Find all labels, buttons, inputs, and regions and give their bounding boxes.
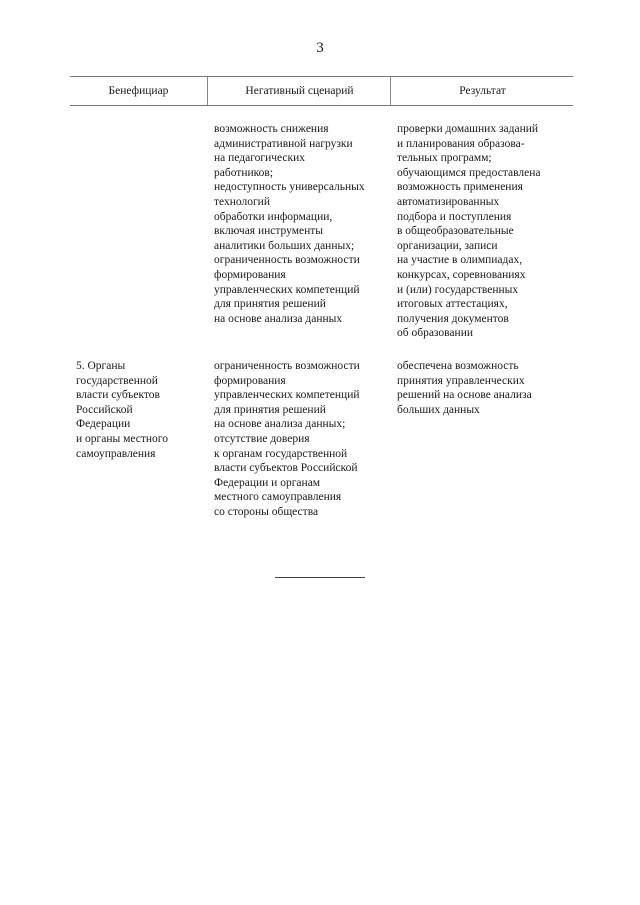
text-line: в общеобразовательные [397,225,514,238]
text-line: подбора и поступления [397,210,512,223]
text-line: и (или) государственных [397,283,519,296]
text-line: больших данных [397,403,480,416]
text-line: об образовании [397,327,474,340]
text-line: обеспечена возможность [397,360,519,372]
text-line: управленческих компетенций [214,389,360,402]
text-line: для принятия решений [214,403,326,416]
text-line: тельных программ; [397,152,492,165]
text-line: ограниченность возможности [214,360,360,372]
text-line: решений на основе анализа [397,389,532,402]
text-line: проверки домашних заданий [397,123,539,135]
row-1-result-cell [397,122,540,341]
text-line: Федерации [76,418,131,431]
page-number: 3 [316,40,324,56]
text-line: возможность снижения [214,123,329,135]
text-line: управленческих компетенций [214,283,360,296]
text-line: к органам государственной [214,447,348,460]
column-header-beneficiary: Бенефициар [108,85,169,97]
text-line: Российской [76,403,133,416]
text-line: на основе анализа данных [214,312,343,325]
text-line: на участие в олимпиадах, [397,254,523,267]
text-line: местного самоуправления [214,491,342,504]
text-line: самоуправления [76,447,156,460]
table-header [70,76,573,106]
column-header-result: Результат [390,77,574,105]
text-line: на педагогических [214,152,306,165]
text-line: со стороны общества [214,505,319,518]
text-line: ограниченность возможности [214,254,360,267]
text-line: возможность применения [397,181,523,194]
text-line: включая инструменты [214,225,324,238]
end-of-document-rule [275,577,365,578]
text-line: обучающимся предоставлена [397,166,541,179]
text-line: власти субъектов [76,389,160,402]
text-line: и органы местного [76,432,168,445]
text-line: обработки информации, [214,210,333,223]
text-line: 5. Органы [76,360,126,372]
text-line: работников; [214,166,274,179]
text-line: организации, записи [397,239,498,252]
text-line: автоматизированных [397,195,500,208]
text-line: отсутствие доверия [214,432,310,445]
row-2-beneficiary-cell [76,359,168,461]
text-line: для принятия решений [214,298,326,311]
row-2-negative-scenario-cell [214,359,360,520]
text-line: технологий [214,195,270,208]
text-line: формирования [214,374,286,387]
text-line: на основе анализа данных; [214,418,346,431]
text-line: получения документов [397,312,509,325]
text-line: Федерации и органам [214,476,321,489]
column-header-negative-scenario: Негативный сценарий [207,77,391,105]
text-line: государственной [76,374,158,387]
text-line: итоговых аттестациях, [397,298,508,311]
text-line: недоступность универсальных [214,181,365,194]
text-line: власти субъектов Российской [214,462,358,475]
text-line: конкурсах, соревнованиях [397,268,526,281]
text-line: административной нагрузки [214,137,353,150]
row-1-negative-scenario-cell [214,122,365,326]
row-2-result-cell [397,359,532,417]
text-line: принятия управленческих [397,374,525,387]
text-line: аналитики больших данных; [214,239,355,252]
text-line: формирования [214,268,286,281]
text-line: и планирования образова- [397,137,525,150]
